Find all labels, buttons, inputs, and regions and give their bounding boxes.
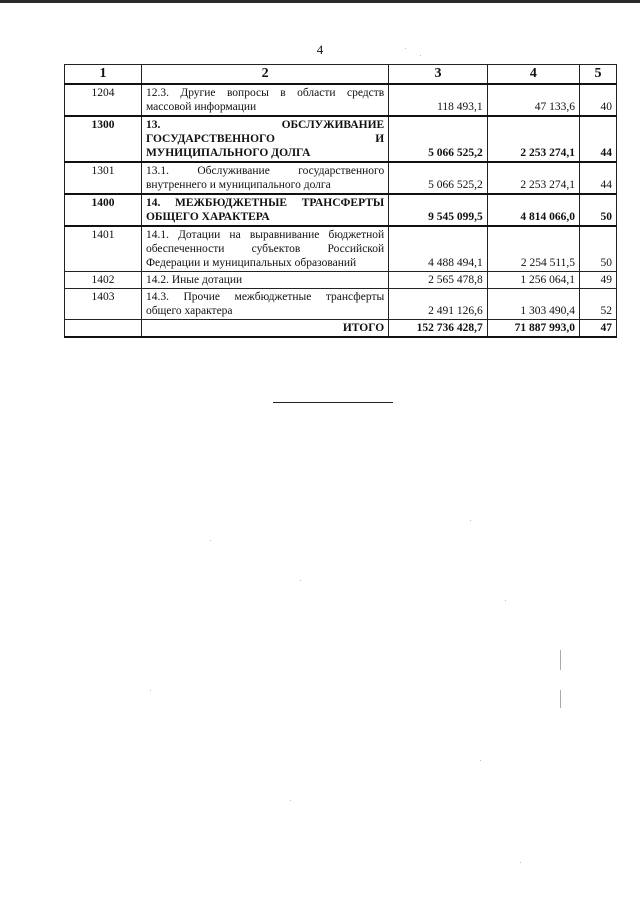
table-row bbox=[65, 84, 617, 116]
row-name: 14.2. Иные дотации bbox=[141, 272, 388, 289]
row-value-col3: 2 565 478,8 bbox=[389, 272, 487, 289]
row-code: 1403 bbox=[65, 289, 142, 320]
header-col-3: 3 bbox=[389, 65, 487, 85]
row-value-col3: 4 488 494,1 bbox=[389, 226, 487, 272]
row-value-col4: 2 253 274,1 bbox=[487, 162, 579, 194]
total-value-col4: 71 887 993,0 bbox=[487, 320, 579, 338]
table-row-section bbox=[65, 116, 617, 162]
row-value-col4: 1 303 490,4 bbox=[487, 289, 579, 320]
row-value-col5: 52 bbox=[580, 289, 617, 320]
header-row bbox=[65, 65, 617, 85]
row-code: 1402 bbox=[65, 272, 142, 289]
total-label: ИТОГО bbox=[141, 320, 388, 338]
table-row bbox=[65, 162, 617, 194]
row-name: 13.1. Обслуживание государственного внутреннего и муниципального долга bbox=[141, 162, 388, 194]
row-value-col4: 47 133,6 bbox=[487, 84, 579, 116]
scan-mark bbox=[560, 650, 561, 670]
table-header bbox=[65, 65, 617, 85]
header-col-4: 4 bbox=[487, 65, 579, 85]
row-code: 1400 bbox=[65, 194, 142, 226]
row-code: 1401 bbox=[65, 226, 142, 272]
budget-table bbox=[64, 64, 617, 338]
row-name: 14.3. Прочие межбюджетные трансферты общего характера bbox=[141, 289, 388, 320]
scan-mark bbox=[560, 690, 561, 708]
total-row bbox=[65, 320, 617, 338]
scan-top-edge bbox=[0, 0, 640, 3]
table-row bbox=[65, 289, 617, 320]
row-value-col5: 40 bbox=[580, 84, 617, 116]
row-value-col3: 9 545 099,5 bbox=[389, 194, 487, 226]
header-col-5: 5 bbox=[580, 65, 617, 85]
total-value-col5: 47 bbox=[580, 320, 617, 338]
total-value-col3: 152 736 428,7 bbox=[389, 320, 487, 338]
header-col-1: 1 bbox=[65, 65, 142, 85]
row-code: 1301 bbox=[65, 162, 142, 194]
table-row-section bbox=[65, 194, 617, 226]
page-number: 4 bbox=[316, 42, 324, 57]
row-name: 13. ОБСЛУЖИВАНИЕ ГОСУДАРСТВЕННОГО И МУНИЦИПАЛЬНОГО ДОЛГА bbox=[141, 116, 388, 162]
header-col-2: 2 bbox=[141, 65, 388, 85]
row-value-col3: 5 066 525,2 bbox=[389, 162, 487, 194]
row-value-col5: 44 bbox=[580, 162, 617, 194]
row-value-col5: 49 bbox=[580, 272, 617, 289]
row-value-col4: 2 253 274,1 bbox=[487, 116, 579, 162]
row-name: 12.3. Другие вопросы в области средств массовой информации bbox=[141, 84, 388, 116]
table-row bbox=[65, 272, 617, 289]
row-value-col5: 44 bbox=[580, 116, 617, 162]
row-value-col3: 118 493,1 bbox=[389, 84, 487, 116]
row-value-col4: 2 254 511,5 bbox=[487, 226, 579, 272]
row-value-col4: 4 814 066,0 bbox=[487, 194, 579, 226]
row-name: 14. МЕЖБЮДЖЕТНЫЕ ТРАНСФЕРТЫ ОБЩЕГО ХАРАКТЕРА bbox=[141, 194, 388, 226]
table-row bbox=[65, 226, 617, 272]
row-value-col3: 5 066 525,2 bbox=[389, 116, 487, 162]
row-value-col5: 50 bbox=[580, 194, 617, 226]
row-name: 14.1. Дотации на выравнивание бюджетной обеспеченности субъектов Российской Федерации и муниципальных образований bbox=[141, 226, 388, 272]
row-value-col3: 2 491 126,6 bbox=[389, 289, 487, 320]
row-value-col4: 1 256 064,1 bbox=[487, 272, 579, 289]
row-code: 1204 bbox=[65, 84, 142, 116]
row-value-col5: 50 bbox=[580, 226, 617, 272]
table-body bbox=[65, 84, 617, 337]
total-empty-cell bbox=[65, 320, 142, 338]
closing-rule bbox=[273, 402, 393, 403]
row-code: 1300 bbox=[65, 116, 142, 162]
